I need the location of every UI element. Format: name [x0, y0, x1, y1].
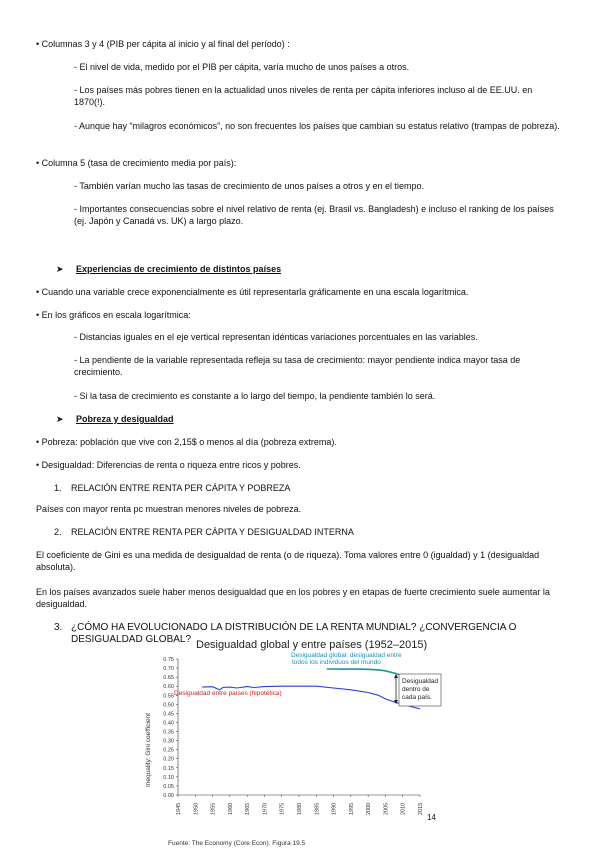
- x-tick-label: 1980: [297, 802, 303, 815]
- x-tick-label: 2005: [383, 802, 390, 815]
- section1-arrow-icon: ➤: [56, 264, 64, 274]
- para3: En los países avanzados suele haber menos desigualdad que en los pobres y en etapas de fuerte crecimiento suele aumentar la desigualdad.: [36, 587, 550, 609]
- section1-p2: • En los gráficos en escala logarítmica:: [36, 310, 191, 320]
- x-tick-label: 1970: [262, 802, 269, 815]
- chart-yticks: [163, 657, 178, 799]
- col5-item-2: - Importantes consecuencias sobre el nivel relativo de renta (ej. Brasil vs. Bangladesh) e incluso el ranking de los países (ej. Japón y Canadá vs. UK) a largo plazo.: [74, 204, 554, 226]
- svg-text:Desigualdaddentro decada país.: Desigualdad dentro de cada país.: [402, 678, 439, 701]
- x-tick-label: 2010: [400, 802, 407, 815]
- x-tick-label: 1960: [227, 802, 234, 815]
- y-tick-label: 0.50: [163, 702, 174, 709]
- section1-title: Experiencias de crecimiento de distintos países: [76, 264, 282, 274]
- between-countries-label: Desigualdad entre países (hipotética): [174, 690, 282, 697]
- x-tick-label: 1985: [314, 802, 321, 815]
- heading3-number: 3.: [54, 622, 63, 633]
- y-tick-label: 0.40: [163, 720, 174, 727]
- cols34-heading: • Columnas 3 y 4 (PIB per cápita al inicio y al final del período) :: [36, 39, 290, 49]
- section2-title: Pobreza y desigualdad: [76, 414, 174, 424]
- para2: El coeficiente de Gini es una medida de desigualdad de renta (o de riqueza). Toma valores entre 0 (igualdad) y 1 (desigualdad absoluta).: [36, 550, 540, 572]
- section1-item-3: - Si la tasa de crecimiento es constante a lo largo del tiempo, la pendiente también lo será.: [74, 391, 436, 401]
- section1-item-1: - Distancias iguales en el eje vertical representan idénticas variaciones porcentuales en las variables.: [74, 332, 478, 342]
- y-tick-label: 0.20: [163, 756, 174, 763]
- chart-axes: [178, 659, 420, 795]
- x-tick-label: 1975: [279, 802, 286, 815]
- x-tick-label: 1995: [348, 802, 355, 815]
- y-tick-label: 0.70: [163, 666, 174, 673]
- x-tick-label: 1965: [245, 802, 252, 815]
- within-country-box: [399, 674, 441, 706]
- x-tick-label: 2015: [418, 802, 424, 815]
- x-tick-label: 1950: [193, 802, 200, 815]
- col5-item-1: - También varían mucho las tasas de crecimiento de unos países a otros y en el tiempo.: [74, 181, 425, 191]
- chart-ylabel: Inequality: Gini coefficient: [145, 713, 152, 787]
- heading1-number: 1.: [54, 483, 62, 493]
- y-tick-label: 0.05: [163, 783, 174, 790]
- cols34-item-1: - El nivel de vida, medido por el PIB per cápita, varía mucho de unos países a otros.: [74, 62, 410, 72]
- y-tick-label: 0.55: [163, 693, 174, 700]
- section2-p2: • Desigualdad: Diferencias de renta o riqueza entre ricos y pobres.: [36, 460, 301, 470]
- section2-p1: • Pobreza: población que vive con 2,15$ o menos al día (pobreza extrema).: [36, 437, 337, 447]
- cols34-item-3: - Aunque hay “milagros económicos”, no son frecuentes los países que cambian su estatus relativo (trampas de pobreza).: [74, 121, 560, 131]
- chart-source: Fuente: The Economy (Core Econ). Figura 19.5: [168, 840, 306, 847]
- y-tick-label: 0.60: [163, 684, 174, 691]
- global-label: Desigualdad global: desigualdad entre todos los individuos del mundo: [291, 652, 402, 666]
- x-tick-label: 2000: [366, 802, 373, 815]
- page-number: 14: [427, 813, 436, 822]
- within-country-bracket-icon: [394, 674, 398, 704]
- heading2: RELACIÓN ENTRE RENTA PER CÁPITA Y DESIGUALDAD INTERNA: [71, 527, 354, 537]
- y-tick-label: 0.35: [163, 729, 174, 736]
- section1-p1: • Cuando una variable crece exponencialmente es útil representarla gráficamente en una escala logarítmica.: [36, 287, 469, 297]
- heading2-number: 2.: [54, 527, 62, 537]
- col5-heading: • Columna 5 (tasa de crecimiento media por país):: [36, 158, 237, 168]
- para1: Países con mayor renta pc muestran menores niveles de pobreza.: [36, 504, 302, 514]
- chart-series: [202, 669, 420, 709]
- x-tick-label: 1945: [176, 802, 182, 815]
- y-tick-label: 0.00: [163, 793, 174, 799]
- x-tick-label: 1990: [331, 802, 338, 815]
- heading1: RELACIÓN ENTRE RENTA PER CÁPITA Y POBREZA: [71, 483, 291, 493]
- y-tick-label: 0.45: [163, 711, 174, 718]
- y-tick-label: 0.75: [163, 657, 174, 663]
- y-tick-label: 0.30: [163, 738, 174, 745]
- y-tick-label: 0.25: [163, 747, 174, 754]
- chart-xticks: [176, 795, 424, 815]
- y-tick-label: 0.65: [163, 675, 174, 682]
- x-tick-label: 1955: [210, 802, 217, 815]
- chart-title: Desigualdad global y entre países (1952–2015): [196, 639, 428, 651]
- heading3: ¿CÓMO HA EVOLUCIONADO LA DISTRIBUCIÓN DE LA RENTA MUNDIAL? ¿CONVERGENCIA O DESIGUALDAD GLOBAL?: [71, 622, 517, 645]
- section2-arrow-icon: ➤: [56, 414, 64, 424]
- gini-inequality-chart: [142, 637, 442, 848]
- y-tick-label: 0.15: [163, 765, 174, 772]
- y-tick-label: 0.10: [163, 774, 174, 781]
- cols34-item-2: - Los países más pobres tienen en la actualidad unos niveles de renta per cápita inferiores incluso al de EE.UU. en 1870(!).: [74, 85, 533, 107]
- section1-item-2: - La pendiente de la variable representada refleja su tasa de crecimiento: mayor pendiente indica mayor tasa de crecimiento.: [74, 355, 521, 377]
